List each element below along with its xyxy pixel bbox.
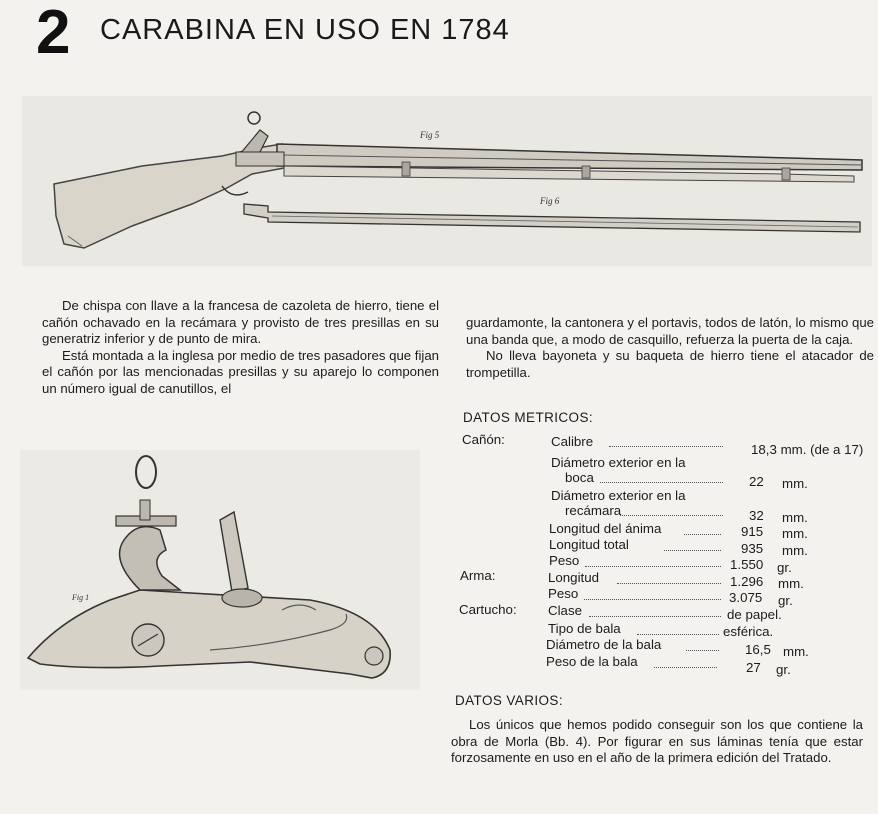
fig-5-label: Fig 5 xyxy=(420,130,440,140)
row-unit-longitud-anima: mm. xyxy=(782,526,808,541)
page-title: CARABINA EN USO EN 1784 xyxy=(100,14,510,46)
carbine-drawing xyxy=(22,96,872,266)
row-value-longitud-total: 935 xyxy=(741,541,764,556)
row-label-tipo-bala: Tipo de bala xyxy=(548,621,621,636)
row-unit-diametro-bala: mm. xyxy=(783,644,809,659)
row-label-peso-bala: Peso de la bala xyxy=(546,654,638,669)
row-value-longitud-arma: 1.296 xyxy=(730,574,764,589)
lock-illustration xyxy=(20,450,420,690)
row-label-longitud-total: Longitud total xyxy=(549,537,629,552)
row-value-diametro-boca: 22 xyxy=(749,474,764,489)
paragraph: Está montada a la inglesa por medio de tres pasadores que fijan el cañón por las mencionadas presillas y su aparejo lo componen un número igual de canutillos, el xyxy=(42,347,439,396)
description-column-2 xyxy=(466,315,874,381)
page-number: 2 xyxy=(36,0,71,67)
row-value-diametro-recamara: 32 xyxy=(749,508,764,523)
row-unit-longitud-total: mm. xyxy=(782,543,808,558)
paragraph: De chispa con llave a la francesa de cazoleta de hierro, tiene el cañón ochavado en la recámara y provisto de tres presillas en su generatriz inferior y de punto de mira. xyxy=(42,298,439,346)
row-label-diametro-recamara: Diámetro exterior en la xyxy=(551,488,686,503)
metric-data-heading: DATOS METRICOS: xyxy=(463,410,594,425)
row-label-diametro-boca: Diámetro exterior en la xyxy=(551,455,686,470)
row-unit-peso-canon: gr. xyxy=(777,560,792,575)
row-unit-longitud-arma: mm. xyxy=(778,576,804,591)
row-value-tipo-bala: esférica. xyxy=(723,624,774,639)
row-label-longitud-arma: Longitud xyxy=(548,570,600,585)
row-value-diametro-bala: 16,5 xyxy=(745,642,771,657)
paragraph: No lleva bayoneta y su baqueta de hierro tiene el atacador de trompetilla. xyxy=(466,348,874,380)
description-column-1 xyxy=(42,298,439,397)
group-label-canon: Cañón: xyxy=(462,432,505,447)
group-label-cartucho: Cartucho: xyxy=(459,602,517,617)
row-label-boca: boca xyxy=(565,470,594,485)
row-value-peso-bala: 27 xyxy=(746,660,761,675)
row-label-recamara: recámara xyxy=(565,503,622,518)
carbine-illustration xyxy=(22,96,872,266)
row-unit-peso-arma: gr. xyxy=(778,593,793,608)
row-label-calibre: Calibre xyxy=(551,434,594,449)
row-value-peso-arma: 3.075 xyxy=(729,590,763,605)
row-value-clase: de papel. xyxy=(727,607,782,622)
row-unit-diametro-boca: mm. xyxy=(782,476,808,491)
row-unit-diametro-recamara: mm. xyxy=(782,510,808,525)
various-data-heading: DATOS VARIOS: xyxy=(455,693,563,708)
lock-drawing xyxy=(20,450,420,690)
row-label-peso-canon: Peso xyxy=(549,553,580,568)
row-value-peso-canon: 1.550 xyxy=(730,557,764,572)
various-data-text xyxy=(451,717,863,767)
group-label-arma: Arma: xyxy=(460,568,496,583)
fig-6-label: Fig 6 xyxy=(540,196,560,206)
row-label-diametro-bala: Diámetro de la bala xyxy=(546,637,662,652)
row-value-longitud-anima: 915 xyxy=(741,524,764,539)
row-label-peso-arma: Peso xyxy=(548,586,579,601)
row-label-longitud-anima: Longitud del ánima xyxy=(549,521,662,536)
paragraph: guardamonte, la cantonera y el portavis, todos de latón, lo mismo que una banda que, a modo de casquillo, refuerza la puerta de la caja. xyxy=(466,315,874,347)
row-value-calibre: 18,3 mm. (de a 17) xyxy=(751,442,864,457)
row-unit-peso-bala: gr. xyxy=(776,662,791,677)
row-label-clase: Clase xyxy=(548,603,582,618)
paragraph: Los únicos que hemos podido conseguir son los que contiene la obra de Morla (Bb. 4). Por figurar en sus láminas tenía que estar forzosamente en uso en el año de la primera edición del Tratado. xyxy=(451,717,863,765)
fig-1-label: Fig 1 xyxy=(72,593,90,602)
